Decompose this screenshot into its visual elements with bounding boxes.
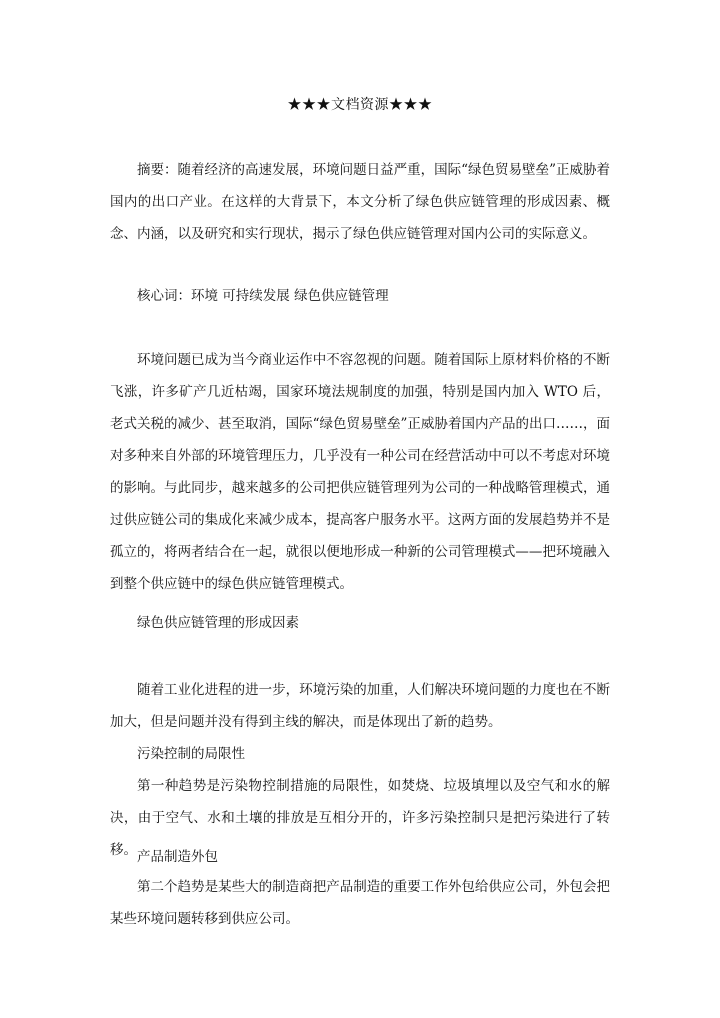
page-header: ★★★文档资源★★★ bbox=[287, 97, 433, 113]
abstract-text: 摘要：随着经济的高速发展，环境问题日益严重，国际“绿色贸易壁垒”正威胁着国内的出口产业。在这样的大背景下，本文分析了绿色供应链管理的形成因素、概念、内涵，以及研究和实行现状，揭示了绿色供应链管理对国内公司的实际意义。 bbox=[110, 162, 610, 242]
subsection-paragraph bbox=[110, 871, 610, 935]
abstract-paragraph bbox=[110, 154, 610, 250]
subsection-text: 第一种趋势是污染物控制措施的局限性，如焚烧、垃圾填埋以及空气和水的解决，由于空气、水和土壤的排放是互相分开的，许多污染控制只是把污染进行了转移。 bbox=[110, 778, 610, 858]
section-paragraph bbox=[110, 674, 610, 738]
intro-text: 环境问题已成为当今商业运作中不容忽视的问题。随着国际上原材料价格的不断飞涨，许多矿产几近枯竭，国家环境法规制度的加强，特别是国内加入 WTO 后，老式关税的减少、甚至取消，国际“绿色贸易壁垒”正威胁着国内产品的出口……，面对多种来自外部的环境管理压力，几乎没有一种公司在经营活动中可以不考虑对环境的影响。与此同步，越来越多的公司把供应链管理列为公司的一种战略管理模式，通过供应链公司的集成化来减少成本，提高客户服务水平。这两方面的发展趋势并不是孤立的，将两者结合在一起，就很以便地形成一种新的公司管理模式——把环境融入到整个供应链中的绿色供应链管理模式。 bbox=[110, 352, 610, 592]
intro-paragraph bbox=[110, 344, 610, 600]
section-text: 随着工业化进程的进一步，环境污染的加重，人们解决环境问题的力度也在不断加大，但是问题并没有得到主线的解决，而是体现出了新的趋势。 bbox=[110, 682, 610, 730]
keywords-line: 核心词：环境 可持续发展 绿色供应链管理 bbox=[137, 288, 389, 304]
section-heading: 绿色供应链管理的形成因素 bbox=[137, 615, 299, 631]
subsection-heading: 产品制造外包 bbox=[137, 849, 218, 865]
subsection-heading: 污染控制的局限性 bbox=[137, 746, 245, 762]
subsection-text: 第二个趋势是某些大的制造商把产品制造的重要工作外包给供应公司，外包会把某些环境问题转移到供应公司。 bbox=[110, 879, 610, 927]
